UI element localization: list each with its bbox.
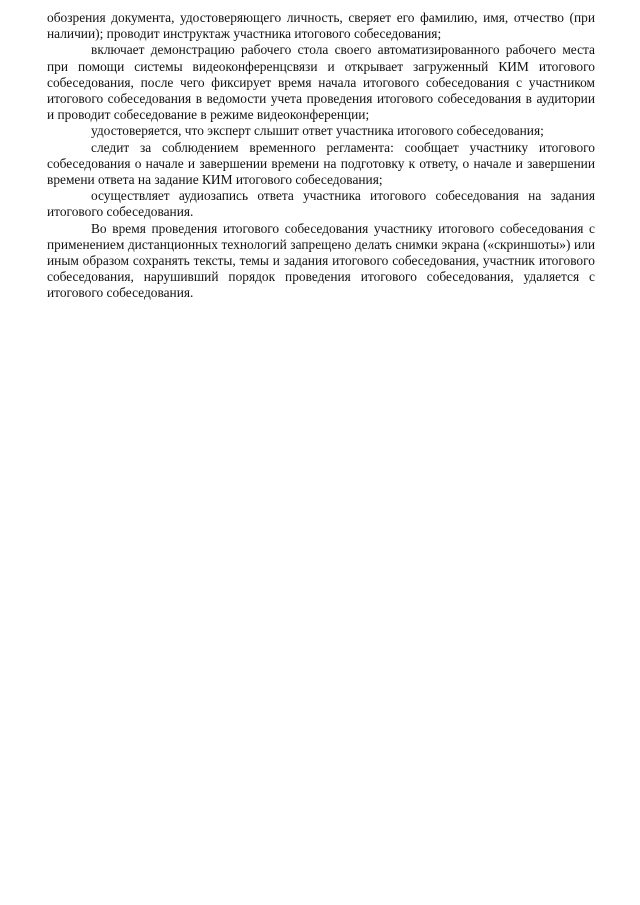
paragraph-time-regulation: следит за соблюдением временного регламента: сообщает участнику итогового собеседования о начале и завершении времени на подготовку к ответу, о начале и завершении времени ответа на задание КИМ итогового собеседования; [47,139,595,188]
paragraph-identity-check: обозрения документа, удостоверяющего личность, сверяет его фамилию, имя, отчество (при наличии); проводит инструктаж участника итогового собеседования; [47,10,595,42]
paragraph-audio-recording: осуществляет аудиозапись ответа участника итогового собеседования на задания итогового собеседования. [47,188,595,220]
paragraph-screenshot-ban: Во время проведения итогового собеседования участнику итогового собеседования с применением дистанционных технологий запрещено делать снимки экрана («скриншоты») или иным образом сохранять тексты, темы и задания итогового собеседования, участник итогового собеседования, нарушивший порядок проведения итогового собеседования, удаляется с итогового собеседования. [47,220,595,301]
paragraph-screen-demo: включает демонстрацию рабочего стола своего автоматизированного рабочего места при помощи системы видеоконференцсвязи и открывает загруженный КИМ итогового собеседования, после чего фиксирует время начала итогового собеседования с участником итогового собеседования в ведомости учета проведения итогового собеседования в аудитории и проводит собеседование в режиме видеоконференции; [47,42,595,123]
document-page [47,10,595,302]
paragraph-expert-hears: удостоверяется, что эксперт слышит ответ участника итогового собеседования; [91,123,544,139]
